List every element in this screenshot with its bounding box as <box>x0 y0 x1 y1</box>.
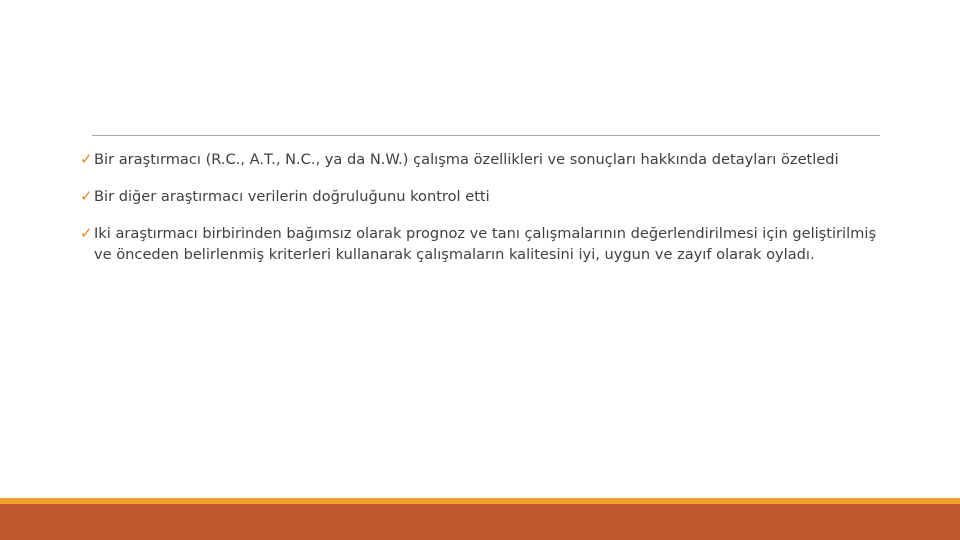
footer-accent-stripe <box>0 498 960 504</box>
footer-bar <box>0 498 960 540</box>
bullet-text: Bir araştırmacı (R.C., A.T., N.C., ya da N.W.) çalışma özellikleri ve sonuçları hakkında detayları özetledi <box>94 151 839 168</box>
bullet-item-3 <box>80 223 880 265</box>
check-icon: ✓ <box>80 224 93 242</box>
check-icon: ✓ <box>80 150 93 168</box>
check-icon: ✓ <box>80 187 93 205</box>
bullet-list <box>80 149 880 281</box>
bullet-item-2 <box>80 186 880 207</box>
bullet-text: Bir diğer araştırmacı verilerin doğruluğunu kontrol etti <box>94 188 490 205</box>
bullet-text: Iki araştırmacı birbirinden bağımsız olarak prognoz ve tanı çalışmalarının değerlendirilmesi için geliştirilmiş ve önceden belirlenmiş kriterleri kullanarak çalışmaların kalitesini iyi, uygun ve zayıf olarak oyladı. <box>94 225 877 263</box>
bullet-item-1 <box>80 149 880 170</box>
title-divider <box>92 135 880 136</box>
